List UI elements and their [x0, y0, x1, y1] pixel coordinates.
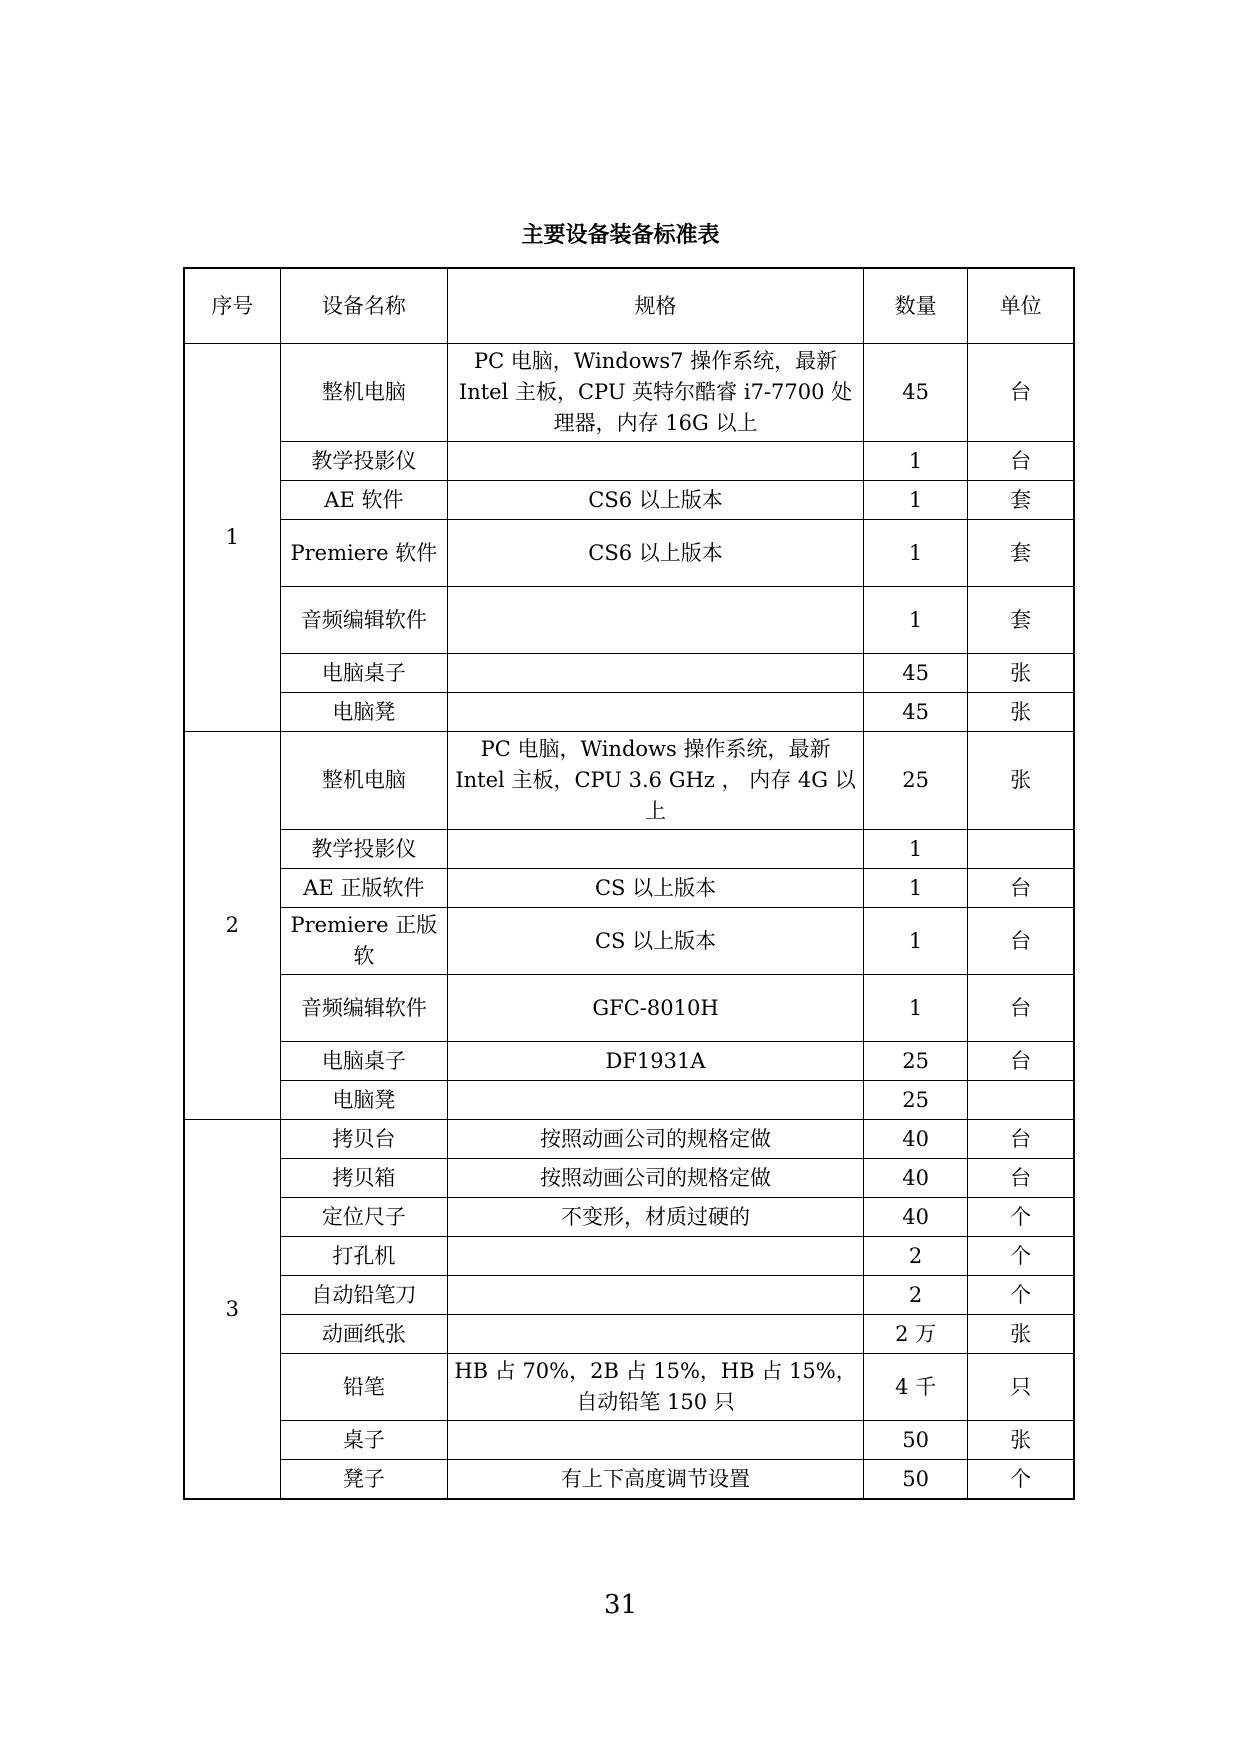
row-name: 教学投影仪: [280, 830, 447, 869]
row-spec: PC 电脑，Windows 操作系统，最新 Intel 主板，CPU 3.6 GHz ， 内存 4G 以上: [448, 732, 864, 830]
row-spec: [448, 830, 864, 869]
row-name: 音频编辑软件: [280, 975, 447, 1042]
table-row: [184, 1315, 1074, 1354]
row-unit: 台: [968, 869, 1074, 908]
equipment-table: [183, 267, 1075, 1500]
row-name: 电脑凳: [280, 693, 447, 732]
row-spec: [448, 1276, 864, 1315]
table-row: [184, 908, 1074, 975]
row-qty: 1: [864, 520, 968, 587]
row-name: 定位尺子: [280, 1198, 447, 1237]
row-name: Premiere 软件: [280, 520, 447, 587]
table-row: [184, 693, 1074, 732]
row-unit: 张: [968, 1421, 1074, 1460]
row-spec: 按照动画公司的规格定做: [448, 1159, 864, 1198]
header-spec: 规格: [448, 268, 864, 344]
table-row: [184, 1081, 1074, 1120]
row-name: 凳子: [280, 1460, 447, 1500]
row-unit: [968, 1081, 1074, 1120]
row-unit: 台: [968, 1120, 1074, 1159]
row-unit: 张: [968, 732, 1074, 830]
row-unit: 只: [968, 1354, 1074, 1421]
row-qty: 1: [864, 442, 968, 481]
row-qty: 40: [864, 1120, 968, 1159]
table-row: [184, 344, 1074, 442]
row-unit: 个: [968, 1460, 1074, 1500]
row-spec: [448, 442, 864, 481]
row-qty: 25: [864, 732, 968, 830]
row-unit: [968, 830, 1074, 869]
row-spec: PC 电脑，Windows7 操作系统，最新 Intel 主板，CPU 英特尔酷睿 i7-7700 处理器，内存 16G 以上: [448, 344, 864, 442]
table-row: [184, 1354, 1074, 1421]
table-row: [184, 654, 1074, 693]
table-row: [184, 830, 1074, 869]
page-number: 31: [603, 1590, 638, 1620]
table-title: 主要设备装备标准表: [521, 223, 720, 248]
table-row: [184, 975, 1074, 1042]
row-spec: HB 占 70%，2B 占 15%，HB 占 15%，自动铅笔 150 只: [448, 1354, 864, 1421]
row-qty: 25: [864, 1081, 968, 1120]
row-spec: [448, 654, 864, 693]
row-name: 整机电脑: [280, 732, 447, 830]
row-spec: [448, 1421, 864, 1460]
table-row: [184, 1042, 1074, 1081]
row-unit: 张: [968, 654, 1074, 693]
table-row: [184, 1198, 1074, 1237]
row-spec: 按照动画公司的规格定做: [448, 1120, 864, 1159]
row-name: 铅笔: [280, 1354, 447, 1421]
row-name: 拷贝台: [280, 1120, 447, 1159]
row-qty: 2: [864, 1237, 968, 1276]
row-name: 动画纸张: [280, 1315, 447, 1354]
row-name: 电脑凳: [280, 1081, 447, 1120]
group-number: 1: [184, 344, 280, 732]
row-unit: 台: [968, 344, 1074, 442]
row-unit: 个: [968, 1198, 1074, 1237]
row-name: 打孔机: [280, 1237, 447, 1276]
row-name: 整机电脑: [280, 344, 447, 442]
row-name: 音频编辑软件: [280, 587, 447, 654]
row-spec: [448, 693, 864, 732]
row-unit: 台: [968, 442, 1074, 481]
row-name: AE 正版软件: [280, 869, 447, 908]
row-spec: GFC-8010H: [448, 975, 864, 1042]
row-name: Premiere 正版软: [280, 908, 447, 975]
row-qty: 4 千: [864, 1354, 968, 1421]
row-qty: 45: [864, 693, 968, 732]
header-qty: 数量: [864, 268, 968, 344]
row-qty: 2: [864, 1276, 968, 1315]
row-qty: 1: [864, 481, 968, 520]
row-qty: 45: [864, 654, 968, 693]
row-qty: 50: [864, 1421, 968, 1460]
row-spec: [448, 1237, 864, 1276]
table-row: [184, 1460, 1074, 1500]
header-unit: 单位: [968, 268, 1074, 344]
row-spec: 有上下高度调节设置: [448, 1460, 864, 1500]
table-row: [184, 1237, 1074, 1276]
header-no: 序号: [184, 268, 280, 344]
row-spec: CS6 以上版本: [448, 520, 864, 587]
row-name: 拷贝箱: [280, 1159, 447, 1198]
table-row: [184, 587, 1074, 654]
group-number: 2: [184, 732, 280, 1120]
row-name: 自动铅笔刀: [280, 1276, 447, 1315]
header-name: 设备名称: [280, 268, 447, 344]
row-unit: 套: [968, 481, 1074, 520]
row-name: AE 软件: [280, 481, 447, 520]
row-qty: 1: [864, 587, 968, 654]
row-name: 教学投影仪: [280, 442, 447, 481]
table-row: [184, 1421, 1074, 1460]
group-number: 3: [184, 1120, 280, 1500]
table-row: [184, 1276, 1074, 1315]
header-row: [184, 268, 1074, 344]
row-spec: CS 以上版本: [448, 869, 864, 908]
row-unit: 张: [968, 693, 1074, 732]
row-name: 电脑桌子: [280, 654, 447, 693]
table-row: [184, 1120, 1074, 1159]
row-qty: 1: [864, 908, 968, 975]
row-unit: 台: [968, 1159, 1074, 1198]
table-row: [184, 442, 1074, 481]
row-qty: 50: [864, 1460, 968, 1500]
row-unit: 台: [968, 975, 1074, 1042]
table-row: [184, 481, 1074, 520]
row-qty: 1: [864, 975, 968, 1042]
row-spec: CS 以上版本: [448, 908, 864, 975]
row-spec: DF1931A: [448, 1042, 864, 1081]
row-unit: 套: [968, 520, 1074, 587]
row-spec: [448, 1315, 864, 1354]
row-qty: 40: [864, 1159, 968, 1198]
row-spec: CS6 以上版本: [448, 481, 864, 520]
table-row: [184, 732, 1074, 830]
row-unit: 套: [968, 587, 1074, 654]
row-qty: 45: [864, 344, 968, 442]
table-row: [184, 1159, 1074, 1198]
table-row: [184, 869, 1074, 908]
row-spec: [448, 1081, 864, 1120]
row-qty: 1: [864, 830, 968, 869]
row-spec: [448, 587, 864, 654]
row-qty: 25: [864, 1042, 968, 1081]
row-qty: 2 万: [864, 1315, 968, 1354]
row-unit: 张: [968, 1315, 1074, 1354]
row-spec: 不变形，材质过硬的: [448, 1198, 864, 1237]
row-unit: 个: [968, 1276, 1074, 1315]
row-unit: 台: [968, 908, 1074, 975]
row-unit: 个: [968, 1237, 1074, 1276]
row-qty: 1: [864, 869, 968, 908]
row-name: 桌子: [280, 1421, 447, 1460]
table-row: [184, 520, 1074, 587]
row-name: 电脑桌子: [280, 1042, 447, 1081]
row-qty: 40: [864, 1198, 968, 1237]
row-unit: 台: [968, 1042, 1074, 1081]
